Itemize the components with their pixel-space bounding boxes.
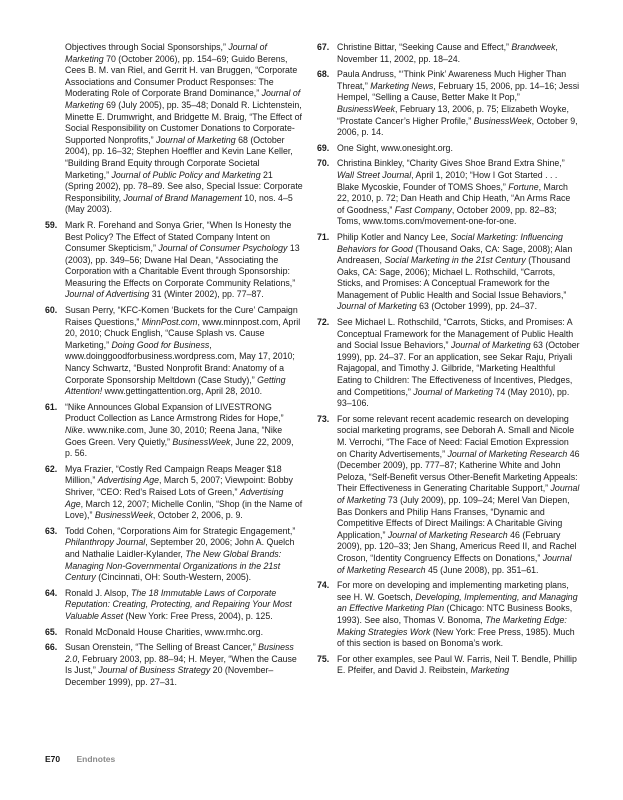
endnote-number: 71. [317,231,330,242]
citation-text: Todd Cohen, “Corporations Aim for Strategic Engagement,” [65,525,296,536]
endnote-number: 70. [317,158,330,169]
endnote [317,317,580,410]
citation-text: , March 12, 2007; Michelle Conlin, “Shop (in the Name of Love),” [65,498,303,521]
endnote-number: 68. [317,69,330,80]
citation-text: Susan Perry, “KFC-Komen ‘Buckets for the Cure’ Campaign Raises Questions,” [65,305,298,327]
citation-title: Journal of Marketing [450,340,531,351]
citation-title: Philanthropy Journal [65,537,146,548]
citation-text: 63 (October 1999), pp. 24–37. [416,301,538,312]
citation-title: Social Marketing in the 21st Century [384,255,526,266]
endnote-number: 75. [317,653,330,664]
endnote [45,627,303,639]
left-notes-list [45,220,303,689]
citation-title: Marketing [470,665,510,676]
citation-title: Developing, Implementing, and Managing an Effective Marketing Plan [337,591,578,614]
citation-text: “Nike Announces Global Expansion of LIVESTRONG Product Collection as Lance Armstrong Rides for Hope,” [65,401,284,424]
endnote-body [65,305,300,396]
endnote [317,232,580,313]
endnote-number: 73. [317,413,330,424]
citation-text: Susan Orenstein, “The Selling of Breast Cancer,” [65,642,259,653]
citation-title: Journal of Marketing [65,88,301,110]
citation-title: Journal of Marketing [413,386,493,397]
endnote-number: 69. [317,142,330,153]
citation-text: , February 2003, pp. 88–94; H. Meyer, “When the Cause Is Just,” [65,653,297,676]
endnote [45,526,303,584]
citation-title: Brandweek [511,42,556,52]
citation-text: , March 22, 2010, p. 72; Dan Heath and Chip Heath, “An Arms Race of Goodness,” [337,181,571,215]
endnote-body [65,464,302,520]
endnote-body [65,588,292,621]
citation-text: 74 (May 2010), pp. 93–106. [337,386,570,409]
citation-text: , September 20, 2006; John A. Quelch and Nathalie Laidler-Kylander, [65,537,295,559]
citation-title: Journal of Public Policy and Marketing [111,169,261,180]
citation-text: Ronald J. Alsop, [65,587,132,598]
citation-title: Journal of Consumer Psychology [158,243,288,254]
continued-note [45,42,303,216]
endnote-body [65,627,263,637]
endnote-number: 72. [317,317,330,328]
endnote [317,654,580,677]
citation-title: Marketing News [370,80,434,91]
endnote-number: 63. [45,525,58,536]
citation-title: Journal of Marketing Research [387,529,508,540]
citation-text: , February 15, 2006, pp. 14–16; Jessi Hempel, “Selling a Cause, Better Make It Pop,” [337,80,580,103]
endnote-number: 62. [45,463,58,474]
citation-text: . www.nike.com, June 30, 2010; Reena Jana, “Nike Goes Green. Very Quietly,” [65,425,283,447]
citation-title: BusinessWeek [473,115,532,126]
endnote [317,143,580,155]
citation-text: , www.minnpost.com, April 20, 2010; Chuck English, “Cause Splash vs. Cause Marketing,” [65,316,301,350]
citation-text: Objectives through Social Sponsorships,” [65,42,229,52]
endnote-number: 61. [45,401,58,412]
endnote [45,642,303,688]
citation-title: Nike [65,425,83,435]
endnote [45,464,303,522]
citation-text: 45 (June 2008), pp. 351–61. [425,564,539,575]
citation-title: Journal of Brand Management [123,192,242,203]
citation-text: 31 (Winter 2002), pp. 77–87. [149,289,264,300]
citation-text: 69 (July 2005), pp. 35–48; Donald R. Lichtenstein, Minette E. Drumwright, and Bridgette M. Braig, “The Effect of Social Responsibility on Customer Donations to Corporate-Supported Nonprofits,” [65,99,302,145]
section-name: Endnotes [76,754,116,764]
citation-text: Christina Binkley, “Charity Gives Shoe Brand Extra Shine,” [337,158,565,169]
endnote [45,588,303,623]
citation-title: Journal of Marketing [155,134,236,145]
citation-text: www.gettingattention.org, April 28, 2010. [102,386,263,397]
endnote-body [337,69,579,137]
citation-text: , October 9, 2006, p. 14. [337,115,578,138]
endnote-number: 65. [45,626,58,637]
endnote-body [337,414,580,575]
citation-text: (Thousand Oaks, CA: Sage, 2008); Alan Andreasen, [337,243,573,266]
endnote-body [65,220,300,300]
citation-title: MinnPost.com [141,316,198,327]
citation-text: See Michael L. Rothschild, “Carrots, Sticks, and Promises: A Conceptual Framework for the Management of Public Health and Social Issue Behaviors,” [337,317,574,351]
endnote-number: 60. [45,305,58,316]
citation-title: Journal of Marketing Research [337,552,572,575]
citation-title: Journal of Marketing [337,301,417,312]
citation-title: Advertising Age [97,475,160,486]
citation-title: Fortune [508,181,539,192]
citation-title: Journal of Business Strategy [98,665,211,676]
endnote [317,414,580,576]
citation-text: For more on developing and implementing marketing plans, see H. W. Goetsch, [337,580,569,602]
citation-title: BusinessWeek [337,103,396,114]
citation-text: , June 22, 2009, p. 56. [65,436,294,459]
citation-text: Mark R. Forehand and Sonya Grier, “When Is Honesty the Best Policy? The Effect of Stated Company Intent on Consumer Skepticism,” [65,219,292,254]
citation-text: (Cincinnati, OH: South-Western, 2005). [95,572,252,583]
citation-text: 46 (February 2009), pp. 120–33; Jen Shang, Americus Reed II, and Rachel Croson, “Identity Congruency Effects on Donations,” [337,529,577,563]
citation-title: Journal of Advertising [65,289,150,300]
endnote-body [337,580,578,648]
endnote [317,580,580,650]
endnote [317,158,580,228]
endnote-number: 74. [317,580,330,591]
citation-title: Doing Good for Business [111,339,210,350]
endnote-body [337,232,572,312]
citation-text: Ronald McDonald House Charities, www.rmhc.org. [65,626,264,637]
citation-text: Paula Andruss, “‘Think Pink’ Awareness Much Higher Than Threat,” [337,69,567,91]
right-notes-list [317,42,580,677]
endnote-body [65,526,295,582]
citation-text: (Thousand Oaks, CA: Sage, 2006); Michael L. Rothschild, “Carrots, Sticks, and Promises: A Conceptual Framework for the Management of Public Health and Social Issue Behaviors,” [337,255,571,300]
citation-text: 63 (October 1999), pp. 24–37. For an application, see Sekar Raju, Priyali Rajagopal, and Timothy J. Gilbride, “Marketing Healthful Eating to Children: The Effectiveness of Incentives, Pledges, and Competitions,” [337,340,580,397]
page-footer [45,754,115,764]
endnote-number: 66. [45,642,58,653]
citation-title: Advertising Age [65,486,284,509]
endnote [317,42,580,65]
endnote-body [337,654,577,676]
citation-text: , November 11, 2002, pp. 18–24. [337,42,558,64]
endnote [45,402,303,460]
citation-text: 68 (October 2004), pp. 16–32; Stephen Hoeffler and Kevin Lane Keller, “Building Brand Equity through Corporate Societal Marketing,” [65,134,293,180]
citation-title: Fast Company [394,204,452,215]
citation-title: Social Marketing: Influencing Behaviors for Good [337,231,563,254]
citation-text: Christine Bittar, “Seeking Cause and Effect,” [337,42,512,52]
citation-text: , www.doinggoodforbusiness.wordpress.com, May 17, 2010; Nancy Schwartz, “Busted Nonprofit Brand: Anatomy of a Corporate Sponsorship Meltdown (Case Study),” [65,339,295,385]
citation-text: 20 (November–December 1999), pp. 27–31. [65,665,274,687]
citation-text: , March 5, 2007; Viewpoint: Bobby Shriver, “CEO: Red’s Raised Lots of Green,” [65,475,293,497]
citation-text: 10, nos. 4–5 (May 2003). [65,192,293,215]
citation-text: 13 (2003), pp. 349–56; Dwane Hal Dean, “Associating the Corporation with a Charitable Event through Sponsorship: Measuring the Effects on Corporate Community Relations,” [65,243,300,288]
citation-title: Getting Attention! [65,374,286,397]
endnote-body [65,642,297,687]
citation-title: BusinessWeek [94,510,153,521]
citation-title: Journal of Marketing [65,42,267,64]
right-column [317,42,580,681]
endnote-number: 59. [45,219,58,230]
citation-text: Philip Kotler and Nancy Lee, [337,231,451,242]
endnote-body [337,143,453,153]
citation-text: 73 (July 2009), pp. 109–24; Merel Van Diepen, Bas Donkers and Philip Hans Franses, “Dynamic and Competitive Effects of Direct Mailings: A Charitable Giving Application,” [337,494,570,540]
citation-text: Mya Frazier, “Costly Red Campaign Reaps Meager $18 Million,” [65,463,282,486]
citation-title: Journal of Marketing Research [447,448,568,459]
endnote-number: 67. [317,42,330,52]
citation-text: One Sight, www.onesight.org. [337,142,453,153]
citation-title: The Marketing Edge: Making Strategies Work [337,614,567,637]
citation-text: , February 13, 2006, p. 75; Elizabeth Woyke, “Prostate Cancer’s Higher Profile,” [337,103,569,126]
citation-text: (New York: Free Press, 2004), p. 125. [123,610,273,621]
citation-text: (New York: Free Press, 1985). Much of this section is based on Bonoma’s work. [337,626,575,649]
citation-text: (Chicago: NTC Business Books, 1993). See also, Thomas V. Bonoma, [337,603,573,625]
citation-text: For other examples, see Paul W. Farris, Neil T. Bendle, Phillip E. Pfeifer, and David J. Reibstein, [337,653,577,676]
endnote [45,305,303,398]
endnote-number: 64. [45,587,58,598]
left-column [45,42,303,692]
citation-text: 70 (October 2006), pp. 154–69; Guido Berens, Cees B. M. van Riel, and Gerrit H. van Bruggen, “Corporate Associations and Consumer Product Responses: The Moderating Role of Corporate Brand Dominance,” [65,53,298,99]
citation-text: 21 (Spring 2002), pp. 78–89. See also, Special Issue: Corporate Responsibility, [65,169,303,203]
page-number: E70 [45,754,61,764]
citation-text: , October 2, 2006, p. 9. [152,510,243,521]
endnote-body [337,158,570,226]
citation-text: 46 (December 2009), pp. 777–87; Katherine White and John Peloza, “Self-Benefit versus Other-Benefit Marketing Appeals: Their Effectiveness in Generating Charitable Support,” [337,448,580,494]
endnote [317,69,580,139]
citation-text: , October 2009, pp. 82–83; Toms, www.toms.com/movement-one-for-one. [337,204,557,227]
citation-title: The 18 Immutable Laws of Corporate Reputation: Creating, Protecting, and Repairing Your Most Valuable Asset [65,587,292,621]
endnote [45,220,303,301]
citation-title: Business 2.0 [65,642,294,664]
endnote-body [337,317,580,408]
citation-title: Journal of Marketing [337,483,580,505]
citation-title: Wall Street Journal [337,169,412,180]
citation-title: The New Global Brands: Managing Non-Governmental Organizations in the 21st Century [65,548,282,583]
endnote-body [65,402,294,458]
citation-text: , April 1, 2010; “How I Got Started . . . Blake Mycoskie, Founder of TOMS Shoes,” [337,169,558,192]
endnote-body [337,42,558,64]
citation-title: BusinessWeek [172,436,231,447]
citation-text: For some relevant recent academic research on developing social marketing programs, see Deborah A. Small and Nicole M. Verrochi, “The Face of Need: Facial Emotion Expression on Charity Advertisements,” [337,413,575,459]
